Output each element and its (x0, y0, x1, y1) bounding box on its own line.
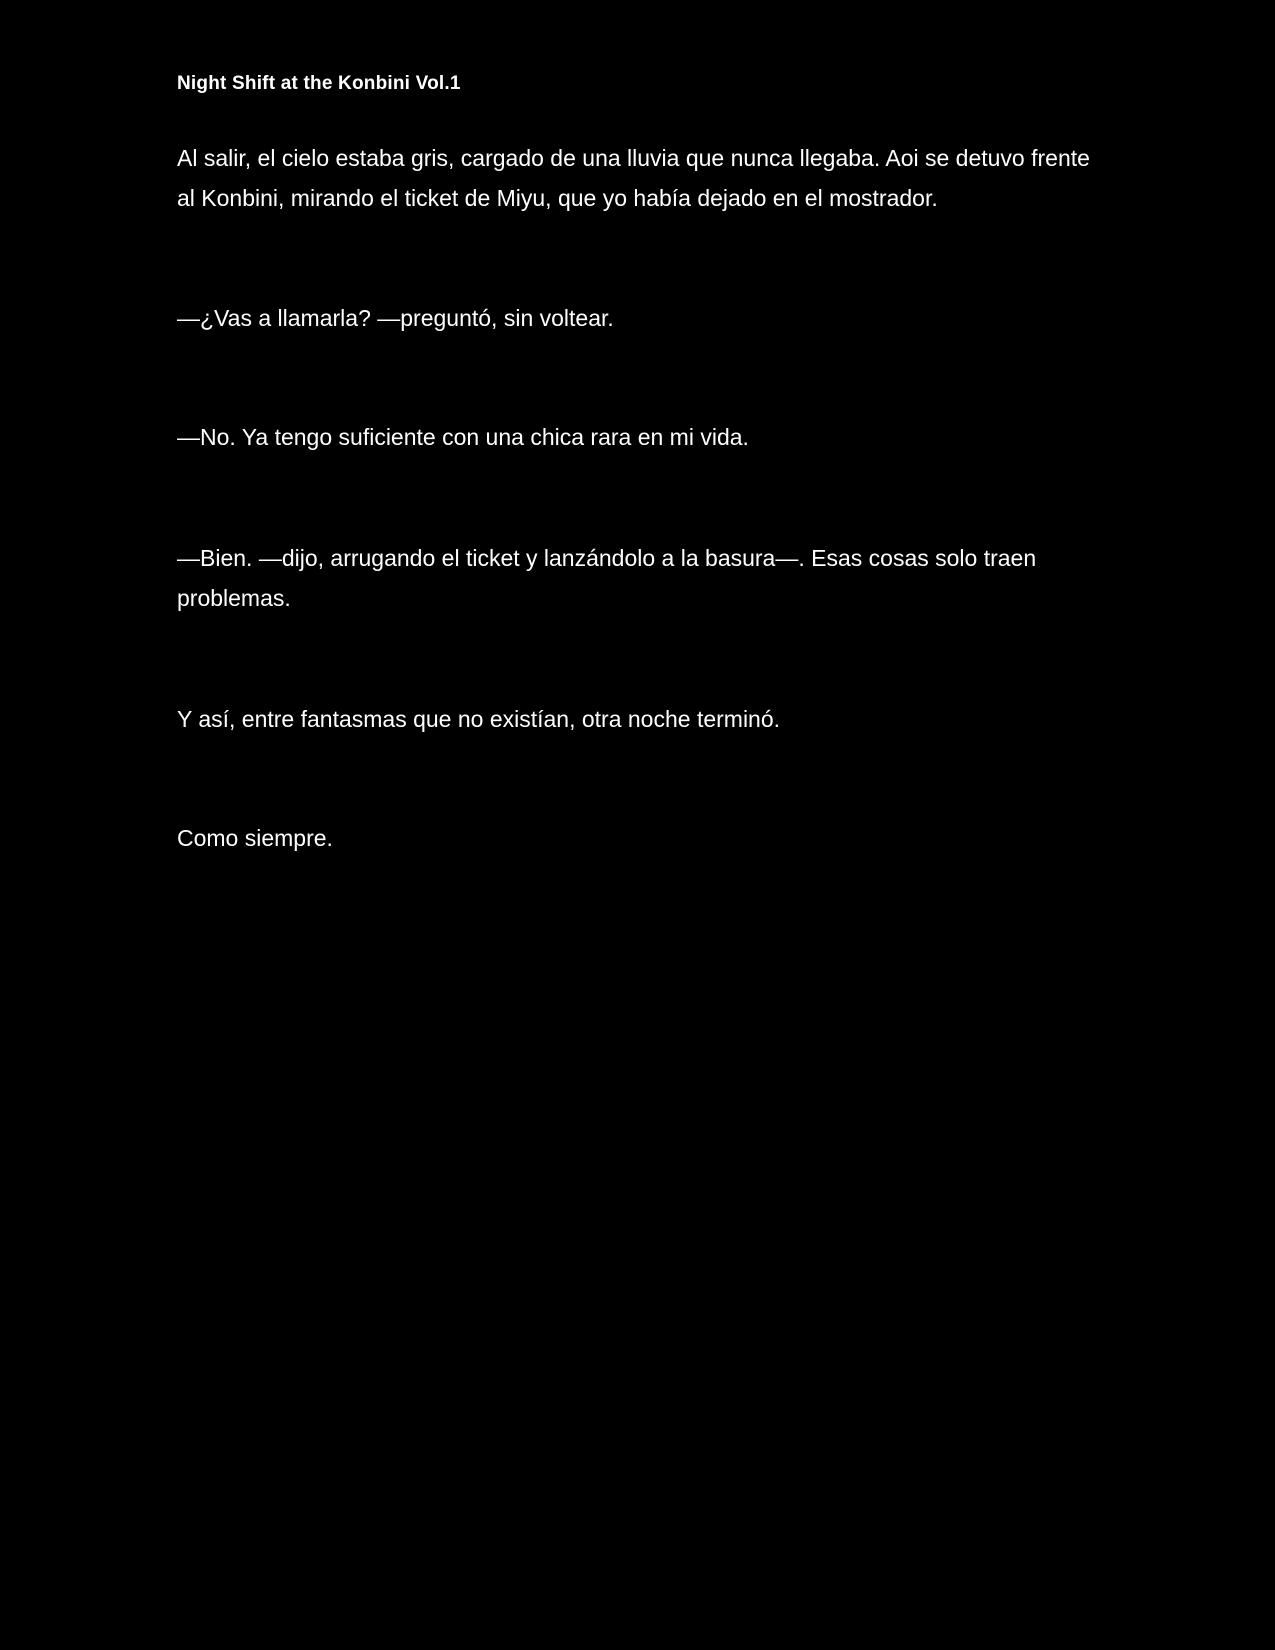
document-page (177, 70, 1107, 858)
document-header: Night Shift at the Konbini Vol.1 (177, 73, 461, 94)
paragraph: —Bien. —dijo, arrugando el ticket y lanzándolo a la basura—. Esas cosas solo traen problemas. (177, 545, 1037, 611)
paragraph: Y así, entre fantasmas que no existían, otra noche terminó. (177, 706, 781, 732)
paragraph: Al salir, el cielo estaba gris, cargado de una lluvia que nunca llegaba. Aoi se detuvo frente al Konbini, mirando el ticket de Miyu, que yo había dejado en el mostrador. (177, 145, 1090, 211)
paragraph: —¿Vas a llamarla? —preguntó, sin voltear. (177, 305, 614, 331)
paragraph: —No. Ya tengo suficiente con una chica rara en mi vida. (177, 424, 749, 450)
paragraph: Como siempre. (177, 825, 333, 851)
